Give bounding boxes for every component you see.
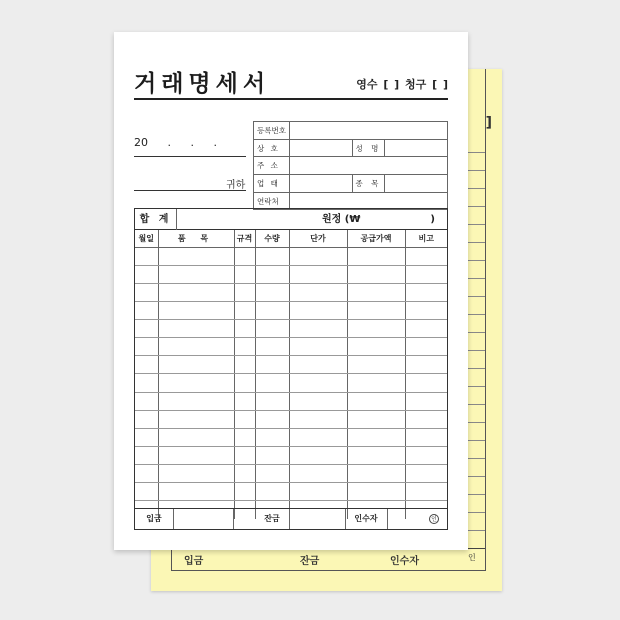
table-cell[interactable]: [135, 356, 158, 374]
table-cell[interactable]: [234, 392, 255, 410]
table-cell[interactable]: [158, 320, 234, 338]
table-cell[interactable]: [347, 338, 405, 356]
table-cell[interactable]: [347, 392, 405, 410]
supplier-row: [254, 175, 448, 193]
table-cell[interactable]: [255, 410, 289, 428]
items-grid: [134, 208, 448, 530]
table-cell[interactable]: [234, 356, 255, 374]
table-cell[interactable]: [347, 410, 405, 428]
balance-label: 잔금: [264, 514, 280, 523]
table-cell[interactable]: [255, 247, 289, 265]
table-cell[interactable]: [347, 247, 405, 265]
table-cell[interactable]: [158, 483, 234, 501]
registration-no-field[interactable]: [289, 122, 447, 140]
back-deposit-label: 입금: [184, 556, 204, 567]
table-cell[interactable]: [255, 265, 289, 283]
table-row: [135, 374, 447, 392]
footer-divider: [233, 509, 234, 529]
title-underline: [134, 98, 448, 100]
table-cell[interactable]: [234, 465, 255, 483]
table-cell[interactable]: [158, 283, 234, 301]
receiver-label: 인수자: [354, 514, 378, 523]
table-cell[interactable]: [255, 320, 289, 338]
table-cell[interactable]: [405, 392, 447, 410]
table-row: [135, 301, 447, 319]
table-row: [135, 447, 447, 465]
recipient-suffix: 귀하: [226, 180, 246, 191]
total-label: 합 계: [135, 209, 177, 230]
table-cell[interactable]: [255, 283, 289, 301]
table-cell[interactable]: [289, 265, 347, 283]
table-row: [135, 483, 447, 501]
table-cell[interactable]: [289, 338, 347, 356]
footer-divider: [387, 509, 388, 529]
table-cell[interactable]: [135, 447, 158, 465]
table-cell[interactable]: [347, 283, 405, 301]
table-cell[interactable]: [405, 465, 447, 483]
table-cell[interactable]: [234, 320, 255, 338]
items-body: [135, 247, 447, 519]
table-cell[interactable]: [255, 338, 289, 356]
table-cell[interactable]: [234, 301, 255, 319]
footer-row: [135, 508, 447, 529]
business-type-field[interactable]: [289, 175, 352, 193]
table-cell[interactable]: [405, 265, 447, 283]
table-cell[interactable]: [135, 301, 158, 319]
table-cell[interactable]: [158, 301, 234, 319]
table-cell[interactable]: [135, 338, 158, 356]
date-underline: [134, 156, 246, 157]
back-balance-label: 잔금: [300, 556, 320, 567]
table-cell[interactable]: [158, 465, 234, 483]
deposit-label: 입금: [146, 514, 162, 523]
company-label: 상 호: [254, 139, 290, 157]
table-cell[interactable]: [135, 320, 158, 338]
table-cell[interactable]: [289, 356, 347, 374]
column-header-spec: 규격: [234, 230, 255, 247]
name-field[interactable]: [385, 139, 448, 157]
table-row: [135, 283, 447, 301]
table-cell[interactable]: [135, 465, 158, 483]
table-row: [135, 356, 447, 374]
table-cell[interactable]: [234, 447, 255, 465]
back-receipt-bracket: ]: [485, 115, 492, 131]
table-cell[interactable]: [158, 338, 234, 356]
table-cell[interactable]: [255, 428, 289, 446]
table-cell[interactable]: [347, 447, 405, 465]
table-cell[interactable]: [234, 283, 255, 301]
table-cell[interactable]: [405, 356, 447, 374]
table-cell[interactable]: [289, 410, 347, 428]
table-cell[interactable]: [289, 320, 347, 338]
table-cell[interactable]: [158, 374, 234, 392]
table-cell[interactable]: [347, 465, 405, 483]
table-cell[interactable]: [347, 356, 405, 374]
back-receiver-label: 인수자: [390, 556, 419, 567]
table-cell[interactable]: [255, 356, 289, 374]
table-cell[interactable]: [255, 483, 289, 501]
business-type-label: 업 태: [254, 175, 290, 193]
column-header-quantity: 수량: [255, 230, 289, 247]
column-header-item: 품 목: [158, 230, 234, 247]
table-cell[interactable]: [347, 301, 405, 319]
receipt-type-checkboxes[interactable]: 영수 [ ] 청구 [ ]: [356, 78, 448, 91]
table-cell[interactable]: [234, 428, 255, 446]
table-cell[interactable]: [135, 374, 158, 392]
table-cell[interactable]: [405, 283, 447, 301]
table-cell[interactable]: [158, 265, 234, 283]
column-header-unit-price: 단가: [289, 230, 347, 247]
table-cell[interactable]: [158, 447, 234, 465]
table-row: [135, 265, 447, 283]
table-cell[interactable]: [234, 247, 255, 265]
column-header-remarks: 비고: [405, 230, 447, 247]
table-cell[interactable]: [405, 428, 447, 446]
table-cell[interactable]: [289, 428, 347, 446]
table-cell[interactable]: [135, 410, 158, 428]
table-cell[interactable]: [158, 247, 234, 265]
table-cell[interactable]: [135, 247, 158, 265]
table-cell[interactable]: [255, 301, 289, 319]
table-cell[interactable]: [405, 301, 447, 319]
total-amount-label: 원정 (₩: [322, 214, 361, 225]
supplier-info-table: [253, 121, 448, 210]
name-label: 성 명: [352, 139, 385, 157]
table-cell[interactable]: [289, 283, 347, 301]
table-cell[interactable]: [289, 483, 347, 501]
column-header-supply-amount: 공급가액: [347, 230, 405, 247]
table-cell[interactable]: [347, 483, 405, 501]
supplier-row: [254, 139, 448, 157]
table-cell[interactable]: [234, 374, 255, 392]
table-cell[interactable]: [405, 320, 447, 338]
table-cell[interactable]: [234, 483, 255, 501]
recipient-underline: [134, 190, 246, 191]
table-cell[interactable]: [158, 428, 234, 446]
table-cell[interactable]: [255, 392, 289, 410]
table-cell[interactable]: [405, 338, 447, 356]
table-cell[interactable]: [135, 483, 158, 501]
supplier-row: [254, 122, 448, 140]
column-header-date: 월일: [135, 230, 158, 247]
invoice-front-sheet: [114, 32, 468, 550]
address-label: 주 소: [254, 157, 290, 175]
items-header-row: [135, 230, 447, 247]
table-row: [135, 410, 447, 428]
table-cell[interactable]: [135, 265, 158, 283]
table-cell[interactable]: [255, 465, 289, 483]
table-cell[interactable]: [347, 374, 405, 392]
table-cell[interactable]: [158, 356, 234, 374]
table-cell[interactable]: [347, 320, 405, 338]
table-cell[interactable]: [289, 392, 347, 410]
supplier-row: [254, 157, 448, 175]
table-cell[interactable]: [405, 483, 447, 501]
document-title: 거래명세서: [134, 71, 271, 97]
table-cell[interactable]: [405, 247, 447, 265]
table-cell[interactable]: [135, 283, 158, 301]
table-cell[interactable]: [255, 447, 289, 465]
contact-label: 연락처: [254, 192, 290, 210]
table-cell[interactable]: [158, 392, 234, 410]
table-cell[interactable]: [289, 374, 347, 392]
table-cell[interactable]: [135, 428, 158, 446]
date-field[interactable]: 20 . . .: [134, 136, 217, 149]
table-cell[interactable]: [158, 410, 234, 428]
table-cell[interactable]: [289, 447, 347, 465]
address-field[interactable]: [289, 157, 447, 175]
table-cell[interactable]: [347, 265, 405, 283]
table-cell[interactable]: [289, 465, 347, 483]
footer-divider: [173, 509, 174, 529]
registration-no-label: 등록번호: [254, 122, 290, 140]
table-row: [135, 320, 447, 338]
table-cell[interactable]: [255, 374, 289, 392]
table-cell[interactable]: [405, 447, 447, 465]
table-cell[interactable]: [234, 265, 255, 283]
table-cell[interactable]: [347, 428, 405, 446]
table-row: [135, 338, 447, 356]
table-cell[interactable]: [135, 392, 158, 410]
footer-divider: [289, 509, 290, 529]
business-item-field[interactable]: [385, 175, 448, 193]
table-cell[interactable]: [405, 374, 447, 392]
table-row: [135, 247, 447, 265]
company-field[interactable]: [289, 139, 352, 157]
total-amount-close: ): [430, 214, 435, 225]
seal-mark: 인: [429, 514, 439, 524]
table-cell[interactable]: [234, 410, 255, 428]
total-row: [135, 209, 447, 230]
business-item-label: 종 목: [352, 175, 385, 193]
table-cell[interactable]: [289, 301, 347, 319]
table-row: [135, 465, 447, 483]
table-cell[interactable]: [289, 247, 347, 265]
items-table: [135, 230, 447, 519]
table-row: [135, 428, 447, 446]
table-row: [135, 392, 447, 410]
table-cell[interactable]: [405, 410, 447, 428]
back-seal-mark: 인: [468, 553, 476, 562]
table-cell[interactable]: [234, 338, 255, 356]
